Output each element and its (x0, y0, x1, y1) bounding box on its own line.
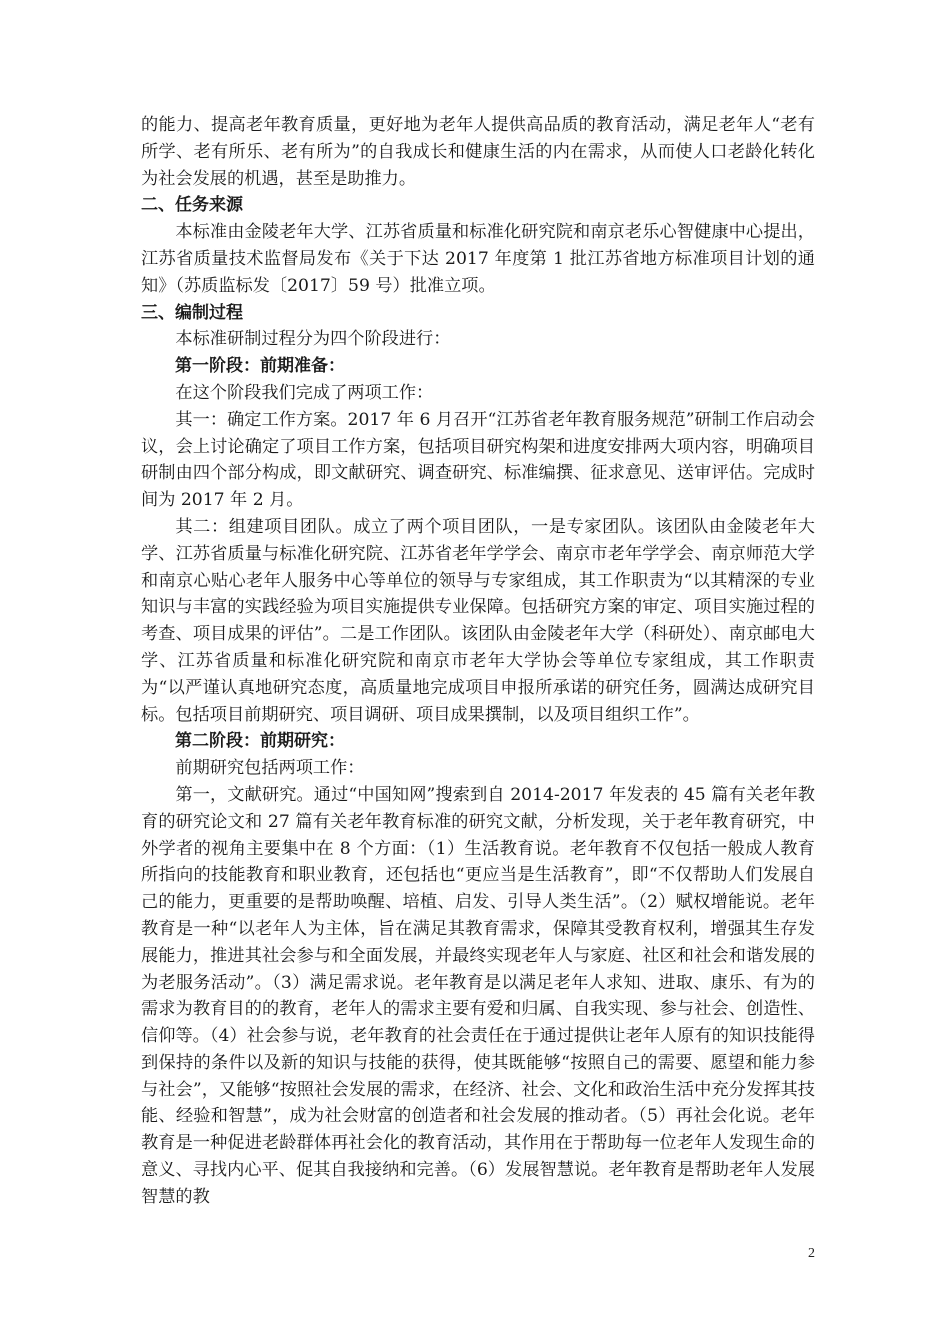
stage1-item2-paragraph: 其二：组建项目团队。成立了两个项目团队，一是专家团队。该团队由金陵老年大学、江苏省质量与标准化研究院、江苏省老年学学会、南京市老年学学会、南京师范大学和南京心贴心老年人服务中心等单位的领导与专家组成，其工作职责为“以其精深的专业知识与丰富的实践经验为项目实施提供专业保障。包括研究方案的审定、项目实施过程的考查、项目成果的评估”。二是工作团队。该团队由金陵老年大学（科研处）、南京邮电大学、江苏省质量和标准化研究院和南京市老年大学协会等单位专家组成，其工作职责为“以严谨认真地研究态度，高质量地完成项目申报所承诺的研究任务，圆满达成研究目标。包括项目前期研究、项目调研、项目成果撰制，以及项目组织工作”。 (141, 516, 815, 725)
stage1-item1-paragraph: 其一：确定工作方案。2017 年 6 月召开“江苏省老年教育服务规范”研制工作启动会议，会上讨论确定了项目工作方案，包括项目研究构架和进度安排两大项内容，明确项目研制由四个部分构成，即文献研究、调查研究、标准编撰、征求意见、送审评估。完成时间为 2017 年 2 月。 (141, 409, 815, 511)
drafting-process-intro: 本标准研制过程分为四个阶段进行： (175, 329, 451, 350)
stage2-item1-paragraph: 第一，文献研究。通过“中国知网”搜索到自 2014-2017 年发表的 45 篇有关老年教育的研究论文和 27 篇有关老年教育标准的研究文献，分析发现，关于老年教育研究，中外学者的视角主要集中在 8 个方面：（1）生活教育说。老年教育不仅包括一般成人教育所指向的技能教育和职业教育，还包括也“更应当是生活教育”，即“不仅帮助人们发展自己的能力，更重要的是帮助唤醒、培植、启发、引导人类生活”。（2）赋权增能说。老年教育是一种“以老年人为主体，旨在满足其教育需求，保障其受教育权利，增强其生存发展能力，推进其社会参与和全面发展，并最终实现老年人与家庭、社区和社会和谐发展的为老服务活动”。（3）满足需求说。老年教育是以满足老年人求知、进取、康乐、有为的需求为教育目的的教育，老年人的需求主要有爱和归属、自我实现、参与社会、创造性、信仰等。（4）社会参与说，老年教育的社会责任在于通过提供让老年人原有的知识技能得到保持的条件以及新的知识与技能的获得，使其既能够“按照自己的需要、愿望和能力参与社会”，又能够“按照社会发展的需求，在经济、社会、文化和政治生活中充分发挥其技能、经验和智慧”，成为社会财富的创造者和社会发展的推动者。（5）再社会化说。老年教育是一种促进老龄群体再社会化的教育活动，其作用在于帮助每一位老年人发现生命的意义、寻找内心平、促其自我接纳和完善。（6）发展智慧说。老年教育是帮助老年人发展智慧的教 (141, 784, 815, 1207)
stage2-intro: 前期研究包括两项工作： (175, 758, 365, 779)
stage1-title: 第一阶段：前期准备： (175, 356, 345, 377)
stage2-title: 第二阶段：前期研究： (175, 731, 345, 752)
section-heading-task-source: 二、任务来源 (141, 195, 243, 216)
task-source-paragraph: 本标准由金陵老年大学、江苏省质量和标准化研究院和南京老乐心智健康中心提出，江苏省质量技术监督局发布《关于下达 2017 年度第 1 批江苏省地方标准项目计划的通知》（苏质监标发〔2017〕59 号）批准立项。 (141, 222, 815, 296)
stage1-intro: 在这个阶段我们完成了两项工作： (175, 382, 434, 403)
document-body (141, 112, 815, 1211)
intro-paragraph-tail: 的能力、提高老年教育质量，更好地为老年人提供高品质的教育活动，满足老年人“老有所学、老有所乐、老有所为”的自我成长和健康生活的内在需求，从而使人口老龄化转化为社会发展的机遇，甚至是助推力。 (141, 115, 815, 189)
section-heading-drafting-process: 三、编制过程 (141, 302, 243, 323)
page-number: 2 (808, 1246, 815, 1261)
